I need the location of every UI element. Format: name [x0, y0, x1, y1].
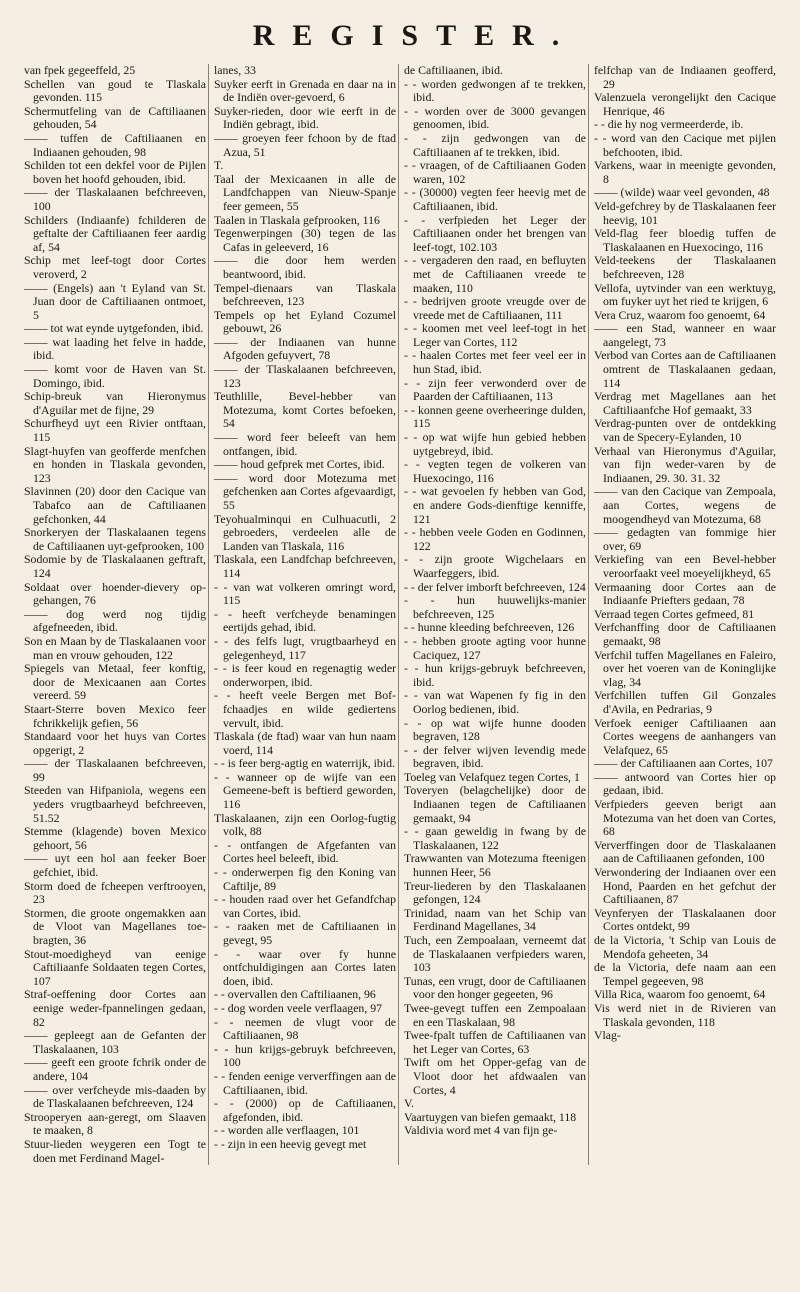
index-entry: Taalen in Tlaskala gefprooken, 116 [214, 212, 380, 227]
index-entry: - - hun krijgs-gebruyk befchreeven, 100 [214, 1041, 396, 1070]
index-entry: Stemme (klagende) boven Mexico gehoort, 56 [24, 824, 206, 852]
index-entry: Toveryen (belagchelijke) door de Indiaanen tegen de Caftiliaanen gemaakt, 94 [404, 783, 586, 825]
index-entry: Varkens, waar in meenigte gevonden, 8 [594, 158, 776, 186]
index-entry: Taal der Mexicaanen in alle de Landfchappen van Nieuw-Spanje feer gemeen, 55 [214, 171, 396, 213]
index-entry: Vlag- [594, 1028, 621, 1043]
index-entry: Verhaal van Hieronymus d'Aguilar, van fijn weder-varen by de Indiaanen, 29. 30. 31. 32 [594, 443, 776, 485]
index-entry: —— der Caftiliaanen aan Cortes, 107 [594, 756, 773, 771]
index-entry: - - dog worden veele verflaagen, 97 [214, 1000, 383, 1015]
index-entry: de la Victoria, defe naam aan een Tempel gegeeven, 98 [594, 960, 776, 988]
index-entry: Valdivia word met 4 van fijn ge- [404, 1123, 558, 1138]
index-entry: - - onderwerpen fig den Koning van Caftilje, 89 [214, 865, 396, 893]
index-entry: Verdrag met Magellanes aan het Caftiliaanfche Hof gemaakt, 33 [594, 389, 776, 417]
index-entry: Verfchil tuffen Magellanes en Faleiro, over het voeren van de Koninglijke vlag, 34 [594, 647, 776, 689]
index-entry: - - konnen geene overheeringe dulden, 115 [404, 402, 586, 431]
index-entry: Tunas, een vrugt, door de Caftiliaanen voor den honger gegeeten, 96 [404, 973, 586, 1002]
index-entry: Soldaat over hoender-dievery op-gehangen, 76 [24, 579, 206, 608]
index-entry: —— gepleegt aan de Gefanten der Tlaskalaanen, 103 [24, 1028, 206, 1056]
index-entry: Vermaaning door Cortes aan de Indiaanfe Priefters gedaan, 78 [594, 579, 776, 608]
index-entry: T. [214, 158, 224, 173]
index-entry: —— antwoord van Cortes hier op gedaan, ibid. [594, 769, 776, 798]
index-entry: - - hunne kleeding befchreeven, 126 [404, 620, 575, 635]
index-entry: - - waar over fy hunne ontfchuldigingen aan Cortes laten doen, ibid. [214, 946, 396, 988]
index-entry: —— een Stad, wanneer en waar aangelegt, 73 [594, 321, 776, 349]
index-entry: Snorkeryen der Tlaskalaanen tegens de Caftiliaanen uyt-gefprooken, 100 [24, 525, 206, 553]
index-entry: Tuch, een Zempoalaan, verneemt dat de Tlaskalaanen verfpieders waren, 103 [404, 933, 586, 975]
index-entry: —— geeft een groote fchrik onder de andere, 104 [24, 1055, 206, 1083]
index-entry: lanes, 33 [214, 63, 256, 77]
index-entry: —— (Engels) aan 't Eyland van St. Juan door de Caftiliaanen ontmoet, 5 [24, 280, 206, 322]
index-entry: Staart-Sterre boven Mexico feer fchrikkelijk gefien, 56 [24, 701, 206, 730]
index-columns [24, 64, 776, 1165]
index-entry: —— der Indiaanen van hunne Afgoden gefuyvert, 78 [214, 334, 396, 363]
index-entry: felfchap van de Indiaanen geofferd, 29 [594, 63, 776, 91]
index-entry: —— groeyen feer fchoon by de ftad Azua, 51 [214, 130, 396, 159]
index-entry: Verfoek eeniger Caftiliaanen aan Cortes weegens de aanhangers van Velafquez, 65 [594, 715, 776, 757]
index-entry: Verfchillen tuffen Gil Gonzales d'Avila, en Pedrarias, 9 [594, 688, 776, 716]
index-entry: - - zijn groote Wigchelaars en Waarfeggers, ibid. [404, 552, 586, 580]
index-entry: Stuur-lieden weygeren een Togt te doen met Ferdinand Magel- [24, 1136, 206, 1165]
index-entry: Stormen, die groote ongemakken aan de Vloot van Magellanes toe-bragten, 36 [24, 905, 206, 947]
index-entry: - - van wat Wapenen fy fig in den Oorlog bedienen, ibid. [404, 688, 586, 716]
index-entry: - - koomen met veel leef-togt in het Leger van Cortes, 112 [404, 321, 586, 349]
index-entry: Veld-flag feer bloedig tuffen de Tlaskalaanen en Huexocingo, 116 [594, 226, 776, 254]
index-entry: - - raaken met de Caftiliaanen in gevegt, 95 [214, 919, 396, 947]
index-entry: - - is feer koud en regenagtig weder onderworpen, ibid. [214, 661, 396, 689]
index-entry: —— wat laading het felve in hadde, ibid. [24, 334, 206, 363]
index-entry: Strooperyen aan-geregt, om Slaaven te maaken, 8 [24, 1109, 206, 1138]
index-entry: —— word door Motezuma met gefchenken aan Cortes afgevaardigt, 55 [214, 470, 396, 512]
index-entry: - - wat gevoelen fy hebben van God, en andere Gods-dienftige kenniffe, 121 [404, 484, 586, 526]
index-entry: —— der Tlaskalaanen befchreeven, 123 [214, 362, 396, 390]
index-entry: Verkiefing van een Bevel-hebber veroorfaakt veel moeyelijkheyd, 65 [594, 552, 776, 580]
index-entry: Schilden tot een dekfel voor de Pijlen boven het hoofd gehouden, ibid. [24, 158, 206, 186]
index-entry: - - houden raad over het Gefandfchap van Cortes, ibid. [214, 892, 396, 920]
index-entry: - - heeft verfcheyde benamingen eertijds gehad, ibid. [214, 606, 396, 635]
index-entry: - - worden alle verflaagen, 101 [214, 1123, 360, 1138]
index-entry: —— der Tlaskalaanen befchreeven, 100 [24, 185, 206, 213]
index-entry: Schilders (Indiaanfe) fchilderen de geftalte der Caftiliaanen feer aardig af, 54 [24, 212, 206, 254]
index-entry: —— die door hem werden beantwoord, ibid. [214, 253, 396, 281]
index-entry: Toeleg van Velafquez tegen Cortes, 1 [404, 769, 580, 784]
index-entry: Ververffingen door de Tlaskalaanen aan de Caftiliaanen gefonden, 100 [594, 837, 776, 866]
index-entry: Verwondering der Indiaanen over een Hond, Paarden en het gefchut der Caftiliaanen, 87 [594, 865, 776, 907]
index-entry: - - verfpieden het Leger der Caftiliaanen onder het brengen van leef-togt, 102.103 [404, 212, 586, 254]
index-entry: - - zijn in een heevig gevegt met [214, 1136, 367, 1151]
index-entry: Teuthlille, Bevel-hebber van Motezuma, komt Cortes befoeken, 54 [214, 389, 396, 431]
index-entry: - - zijn gedwongen van de Caftiliaanen af te trekken, ibid. [404, 130, 586, 159]
index-entry: Tegenwerpingen (30) tegen de las Cafas in geleeverd, 16 [214, 226, 396, 254]
index-entry: —— van den Cacique van Zempoala, aan Cortes, wegens de moogendheyd van Motezuma, 68 [594, 484, 776, 526]
index-entry: Standaard voor het huys van Cortes opgerigt, 2 [24, 729, 206, 757]
index-entry: van fpek gegeeffeld, 25 [24, 63, 136, 77]
index-entry: Vaartuygen van biefen gemaakt, 118 [404, 1109, 577, 1124]
index-entry: Stout-moedigheyd van eenige Caftiliaanfe Soldaaten tegen Cortes, 107 [24, 946, 206, 988]
index-entry: - - bedrijven groote vreugde over de vreede met de Caftiliaanen, 111 [404, 294, 586, 322]
index-entry: —— dog werd nog tijdig afgefneeden, ibid. [24, 606, 206, 635]
index-entry: Verfchanffing door de Caftiliaanen gemaakt, 98 [594, 620, 776, 648]
index-entry: Son en Maan by de Tlaskalaanen voor man en vrouw gehouden, 122 [24, 633, 206, 662]
index-entry: - - des felfs lugt, vrugtbaarheyd en gelegenheyd, 117 [214, 633, 396, 662]
index-entry: Vera Cruz, waarom foo genoemt, 64 [594, 307, 766, 322]
index-entry: Vellofa, uytvinder van een werktuyg, om fuyker uyt het ried te krijgen, 6 [594, 280, 776, 309]
index-column-4 [588, 64, 776, 1165]
index-entry: Verbod van Cortes aan de Caftiliaanen omtrent de Tlaskalaanen gedaan, 114 [594, 348, 776, 390]
index-entry: Twift om het Opper-gefag van de Vloot door het afdwaalen van Cortes, 4 [404, 1055, 586, 1097]
index-entry: Schellen van goud te Tlaskala gevonden. 115 [24, 76, 206, 105]
index-entry: - - hebben groote agting voor hunne Caciquez, 127 [404, 633, 586, 662]
index-entry: Verraad tegen Cortes gefmeed, 81 [594, 606, 755, 621]
index-entry: Teyohualminqui en Culhuacutli, 2 gebroeders, verdeelen alle de Landen van Tlaskala, 116 [214, 511, 396, 553]
index-entry: - - hun huuwelijks-manier befchreeven, 125 [404, 593, 586, 621]
index-entry: Treur-liederen by den Tlaskalaanen gefongen, 124 [404, 878, 586, 907]
index-entry: - - hun krijgs-gebruyk befchreeven, ibid. [404, 661, 586, 689]
index-entry: —— komt voor de Haven van St. Domingo, ibid. [24, 362, 206, 390]
index-entry: Villa Rica, waarom foo genoemt, 64 [594, 987, 766, 1002]
index-entry: - - haalen Cortes met feer veel eer in hun Stad, ibid. [404, 348, 586, 377]
index-entry: Tlaskala, een Landfchap befchreeven, 114 [214, 552, 396, 580]
index-entry: - - der felver wijven levendig mede begraven, ibid. [404, 742, 586, 771]
index-entry: Tempel-dienaars van Tlaskala befchreeven, 123 [214, 280, 396, 309]
index-entry: - - is feer berg-agtig en waterrijk, ibid. [214, 756, 395, 771]
index-entry: - - wanneer op de wijfe van een Gemeene-beft is beftierd geworden, 116 [214, 769, 396, 812]
index-entry: Schurfheyd uyt een Rivier ontftaan, 115 [24, 416, 206, 445]
index-entry: - - (2000) op de Caftiliaanen, afgefonden, ibid. [214, 1096, 396, 1124]
index-entry: Trawwanten van Motezuma fteenigen hunnen Heer, 56 [404, 851, 586, 880]
index-entry: —— der Tlaskalaanen befchreeven, 99 [24, 756, 206, 784]
index-entry: - - heeft veele Bergen met Bof-fchaadjes en wilde gediertens vervult, ibid. [214, 688, 396, 730]
index-entry: V. [404, 1096, 414, 1111]
index-entry: Veynferyen der Tlaskalaanen door Cortes ontdekt, 99 [594, 905, 776, 934]
index-entry: - - vraagen, of de Caftiliaanen Goden waren, 102 [404, 158, 586, 186]
index-entry: - - fenden eenige ververffingen aan de Caftiliaanen, ibid. [214, 1068, 396, 1097]
index-entry: Schermutfeling van de Caftiliaanen gehouden, 54 [24, 103, 206, 132]
index-entry: - - overvallen den Caftiliaanen, 96 [214, 987, 376, 1002]
index-entry: - - vegten tegen de volkeren van Huexocingo, 116 [404, 457, 586, 485]
index-entry: —— houd gefprek met Cortes, ibid. [214, 457, 385, 472]
index-entry: Tempels op het Eyland Cozumel gebouwt, 26 [214, 307, 396, 336]
index-entry: - - zijn feer verwonderd over de Paarden der Caftiliaanen, 113 [404, 375, 586, 404]
index-entry: de la Victoria, 't Schip van Louis de Mendofa geheeten, 34 [594, 933, 776, 961]
index-entry: - - die hy nog vermeerderde, ib. [594, 117, 744, 132]
index-entry: - - vergaderen den raad, en befluyten met de Caftiliaanen vreede te maaken, 110 [404, 253, 586, 295]
index-entry: —— gedagten van fommige hier over, 69 [594, 525, 776, 553]
index-entry: - - neemen de vlugt voor de Caftiliaanen, 98 [214, 1014, 396, 1043]
index-entry: Schip met leef-togt door Cortes veroverd, 2 [24, 253, 206, 281]
index-entry: Straf-oeffening door Cortes aan eenige weder-fpannelingen gedaan, 82 [24, 987, 206, 1029]
index-entry: Suyker-rieden, door wie eerft in de Indiën gebragt, ibid. [214, 103, 396, 132]
page-header: REGISTER. [252, 19, 578, 52]
index-entry: - - op wat wijfe hun gebied hebben uytgebreyd, ibid. [404, 430, 586, 458]
index-entry: - - worden over de 3000 gevangen genoomen, ibid. [404, 103, 586, 132]
index-entry: —— tuffen de Caftiliaanen en Indiaanen gehouden, 98 [24, 130, 206, 159]
index-entry: Valenzuela verongelijkt den Cacique Henrique, 46 [594, 90, 776, 118]
index-column-1 [24, 64, 206, 1165]
index-entry: - - op wat wijfe hunne dooden begraven, 128 [404, 715, 586, 744]
index-entry: Tlaskalaanen, zijn een Oorlog-fugtig volk, 88 [214, 810, 396, 839]
index-entry: Storm doed de fcheepen verftrooyen, 23 [24, 878, 206, 907]
index-entry: Steeden van Hifpaniola, wegens een yeders vrugtbaarheyd befchreeven, 51.52 [24, 783, 206, 825]
index-entry: Veld-teekens der Tlaskalaanen befchreeven, 128 [594, 253, 776, 281]
index-entry: - - worden gedwongen af te trekken, ibid. [404, 76, 586, 105]
index-entry: - - hebben veele Goden en Godinnen, 122 [404, 525, 586, 553]
index-column-2 [208, 64, 396, 1165]
index-entry: —— word feer beleeft van hem ontfangen, ibid. [214, 430, 396, 458]
index-entry: Slagt-huyfen van geofferde menfchen en honden in Tlaskala gevonden, 123 [24, 443, 206, 485]
index-entry: Verdrag-punten over de ontdekking van de Specery-Eylanden, 10 [594, 416, 776, 445]
index-column-3 [398, 64, 586, 1165]
index-entry: Trinidad, naam van het Schip van Ferdinand Magellanes, 34 [404, 905, 586, 934]
index-entry: - - word van den Cacique met pijlen befchooten, ibid. [594, 130, 776, 159]
index-entry: —— uyt een hol aan feeker Boer gefchiet, ibid. [24, 851, 206, 880]
index-entry: de Caftiliaanen, ibid. [404, 63, 503, 77]
index-entry: —— (wilde) waar veel gevonden, 48 [594, 185, 770, 200]
index-entry: Tlaskala (de ftad) waar van hun naam voerd, 114 [214, 729, 396, 757]
index-entry: Suyker eerft in Grenada en daar na in de Indiën over-gevoerd, 6 [214, 76, 396, 105]
index-entry: —— over verfcheyde mis-daaden by de Tlaskalaanen befchreeven, 124 [24, 1082, 206, 1111]
index-entry: - - van wat volkeren omringt word, 115 [214, 579, 396, 608]
index-entry: Spiegels van Metaal, feer konftig, door de Mexicaanen aan Cortes vereerd. 59 [24, 661, 206, 703]
index-entry: Twee-gevegt tuffen een Zempoalaan en een Tlaskalaan, 98 [404, 1000, 586, 1029]
index-entry: Slavinnen (20) door den Cacique van Tabafco aan de Caftiliaanen gefchonken, 44 [24, 484, 206, 526]
index-entry: Verfpieders geeven berigt aan Motezuma van het doen van Cortes, 68 [594, 797, 776, 839]
index-entry: Sodomie by de Tlaskalaanen geftraft, 124 [24, 552, 206, 580]
index-entry: —— tot wat eynde uytgefonden, ibid. [24, 321, 204, 336]
index-entry: - - gaan geweldig in fwang by de Tlaskalaanen, 122 [404, 824, 586, 852]
index-entry: Twee-fpalt tuffen de Caftiliaanen van het Leger van Cortes, 63 [404, 1028, 586, 1056]
index-entry: - - der felver imborft befchreeven, 124 [404, 579, 586, 594]
index-entry: - - ontfangen de Afgefanten van Cortes heel beleeft, ibid. [214, 837, 396, 866]
index-entry: - - (30000) vegten feer heevig met de Caftiliaanen, ibid. [404, 185, 586, 213]
index-entry: Schip-breuk van Hieronymus d'Aguilar met de fijne, 29 [24, 389, 206, 417]
index-entry: Veld-gefchrey by de Tlaskalaanen feer heevig, 101 [594, 198, 776, 227]
index-entry: Vis werd niet in de Rivieren van Tlaskala gevonden, 118 [594, 1000, 776, 1029]
